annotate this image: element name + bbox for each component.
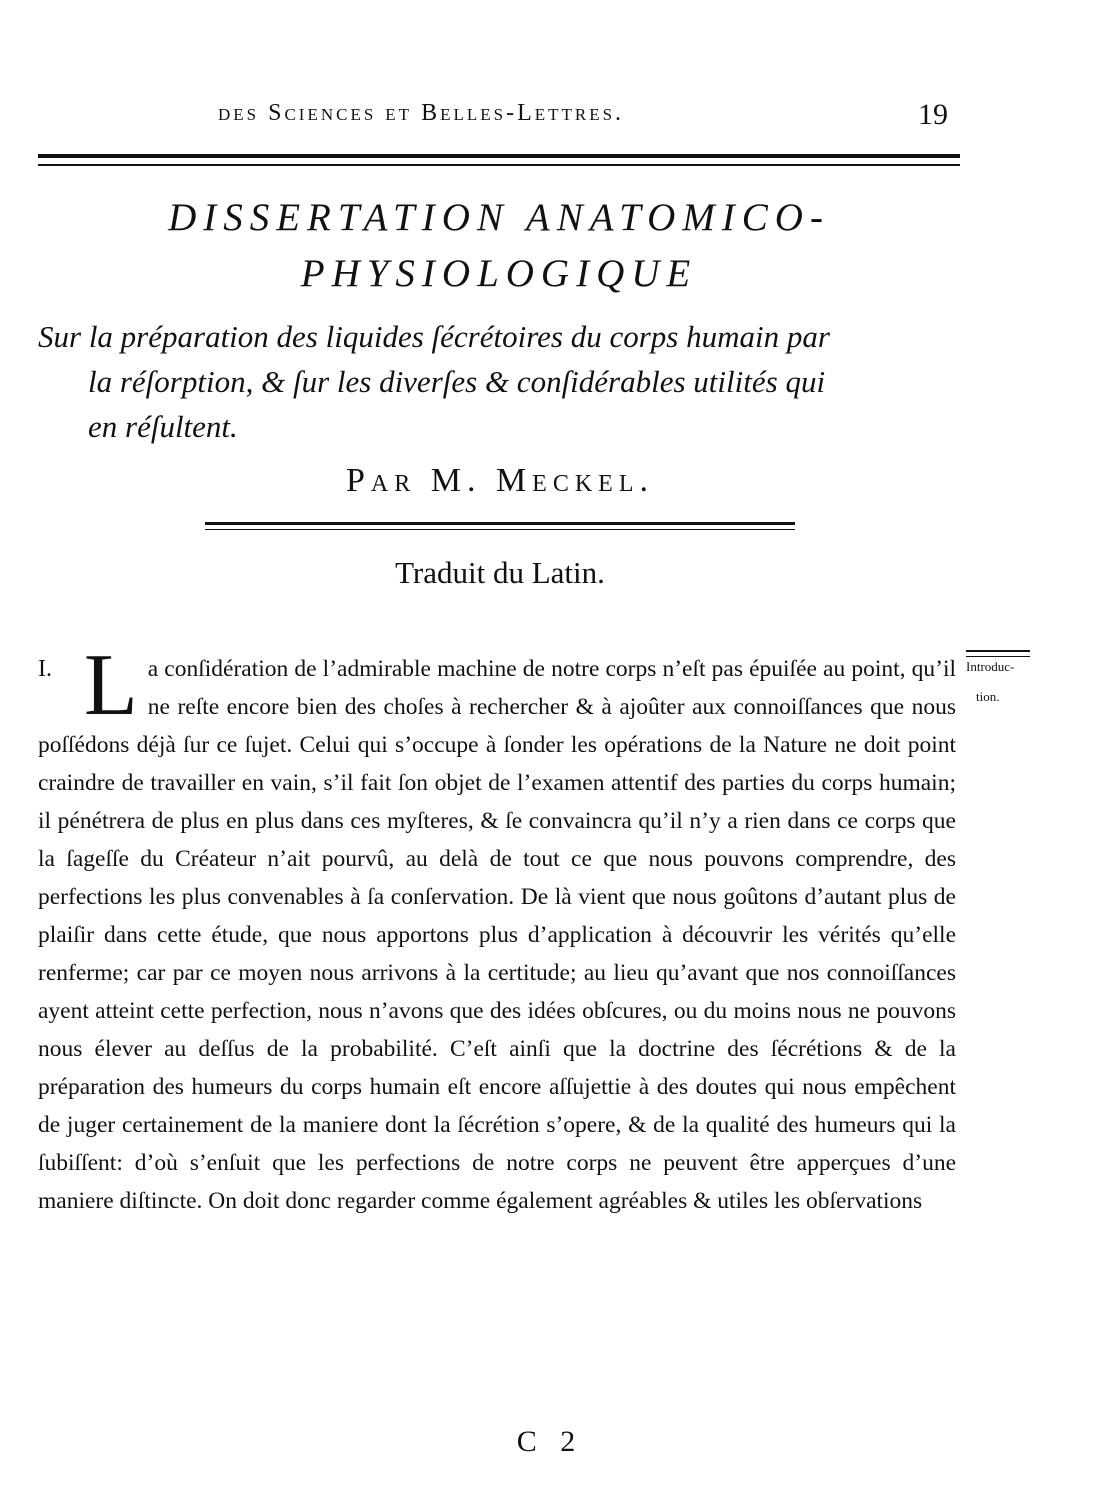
title-rule: [205, 522, 795, 530]
drop-cap: L: [84, 637, 138, 734]
subtitle: [38, 314, 938, 449]
subtitle-line-2: la réſorption, & ſur les diverſes & conſidérables utilités qui: [88, 364, 826, 399]
margin-note-line-2: tion.: [976, 689, 1000, 704]
article-body: [38, 637, 956, 1220]
margin-note: [966, 650, 1066, 705]
subtitle-line-1: Sur la préparation des liquides ſécrétoires du corps humain par: [38, 319, 830, 354]
main-title: [38, 190, 960, 302]
signature-mark: C 2: [516, 1425, 584, 1458]
main-title-line-1: DISSERTATION ANATOMICO-: [168, 196, 830, 239]
subtitle-line-3: en réſultent.: [88, 409, 238, 444]
running-title: des Sciences et Belles-Lettres.: [218, 100, 625, 126]
author: Par M. Meckel.: [345, 462, 655, 499]
margin-note-line-1: Introduc-: [966, 659, 1015, 674]
section-number: I.: [38, 656, 52, 682]
header-rule: [38, 154, 960, 166]
page-number: 19: [918, 98, 948, 131]
article-text: a conſidération de l’admirable machine de notre corps n’eſt pas épuiſée au point, qu’il ne reſte encore bien des choſes à rechercher & à ajoûter aux connoiſſances que nous poſſédons déjà ſur ce ſujet. Celui qui s’occupe à ſonder les opérations de la Nature ne doit point craindre de travailler en vain, s’il fait ſon objet de l’examen attentif des parties du corps humain; il pénétrera de plus en plus dans ces myſteres, & ſe convaincra qu’il n’y a rien dans ce corps que la ſageſſe du Créateur n’ait pourvû, au delà de tout ce que nous pouvons comprendre, des perfections les plus convenables à ſa conſervation. De là vient que nous goûtons d’autant plus de plaiſir dans cette étude, que nous apportons plus d’application à découvrir les vérités qu’elle renferme; car par ce moyen nous arrivons à la certitude; au lieu qu’avant que nos connoiſſances ayent atteint cette perfection, nous n’avons que des idées obſcures, ou du moins nous ne pouvons nous élever au deſſus de la probabilité. C’eſt ainſi que la doctrine des ſécrétions & de la préparation des humeurs du corps humain eſt encore aſſujettie à des doutes qui nous empêchent de juger certainement de la maniere dont la ſécrétion s’opere, & de la qualité des humeurs qui la ſubiſſent: d’où s’enſuit que les perfections de notre corps ne peuvent être apperçues d’une maniere diſtincte. On doit donc regarder comme également agréables & utiles les obſervations: [38, 656, 956, 1214]
main-title-line-2: PHYSIOLOGIQUE: [300, 252, 698, 295]
running-head: [0, 100, 1100, 140]
margin-rule: [966, 650, 1030, 657]
translation-note: Traduit du Latin.: [395, 555, 605, 590]
